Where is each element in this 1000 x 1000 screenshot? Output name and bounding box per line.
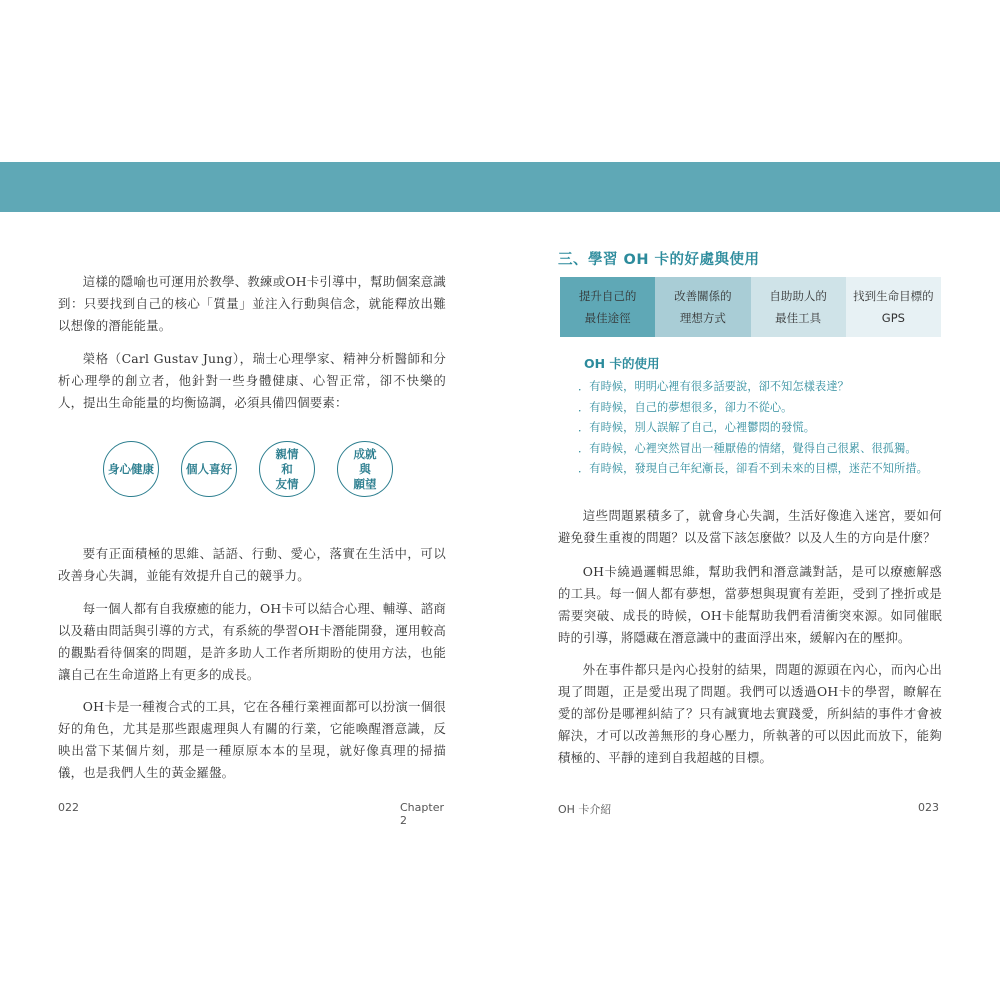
left-paragraph-3: 要有正面積極的思維、話語、行動、愛心，落實在生活中，可以改善身心失調，並能有效提升自己的競爭力。 xyxy=(58,546,446,583)
left-paragraph-1: 這樣的隱喻也可運用於教學、教練或OH卡引導中，幫助個案意識到：只要找到自己的核心「質量」並注入行動與信念，就能釋放出難以想像的潛能能量。 xyxy=(58,274,446,333)
element-circle-health: 身心健康 xyxy=(103,441,159,497)
header-band xyxy=(0,162,1000,212)
use-list xyxy=(578,377,938,480)
benefit-tab-1: 提升自己的 最佳途徑 xyxy=(560,277,655,337)
element-circle-family: 親情 和 友情 xyxy=(259,441,315,497)
use-item: ． 有時候，明明心裡有很多話要說，卻不知怎樣表達？ xyxy=(578,377,938,398)
element-circle-preference: 個人喜好 xyxy=(181,441,237,497)
use-item: ． 有時候，自己的夢想很多，卻力不從心。 xyxy=(578,398,938,419)
element-circle-achievement: 成就 與 願望 xyxy=(337,441,393,497)
four-elements xyxy=(103,441,463,498)
use-item: ． 有時候，發現自己年紀漸長，卻看不到未來的目標，迷茫不知所措。 xyxy=(578,459,938,480)
right-paragraph-3: 外在事件都只是內心投射的結果，問題的源頭在內心，而內心出現了問題，正是愛出現了問題。我們可以透過OH卡的學習，瞭解在愛的部份是哪裡糾結了？只有誠實地去實踐愛，所糾結的事件才會被解決，才可以改善無形的身心壓力，所執著的可以因此而放下，能夠積極的、平靜的達到自我超越的目標。 xyxy=(558,662,942,765)
use-item: ． 有時候，心裡突然冒出一種厭倦的情緒，覺得自己很累、很孤獨。 xyxy=(578,439,938,460)
benefit-tab-2: 改善關係的 理想方式 xyxy=(655,277,750,337)
right-paragraph-2: OH卡繞過邏輯思維，幫助我們和潛意識對話，是可以療癒解惑的工具。每一個人都有夢想，當夢想與現實有差距，受到了挫折或是需要突破、成長的時候，OH卡能幫助我們看清衝突來源。如同催眠時的引導，將隱藏在潛意識中的畫面浮出來，緩解內在的壓抑。 xyxy=(558,564,942,645)
page-number-right: 023 xyxy=(918,801,939,814)
running-head-left: Chapter 2 xyxy=(400,801,444,827)
section-title: 三、學習 OH 卡的好處與使用 xyxy=(558,252,760,268)
running-head-right: OH 卡介紹 xyxy=(558,803,612,816)
use-title: OH 卡的使用 xyxy=(584,356,660,371)
left-paragraph-4: 每一個人都有自我療癒的能力，OH卡可以結合心理、輔導、諮商以及藉由問話與引導的方式，有系統的學習OH卡潛能開發，運用較高的觀點看待個案的問題，是許多助人工作者所期盼的使用方法，也能讓自己在生命道路上有更多的成長。 xyxy=(58,601,446,682)
left-paragraph-5: OH卡是一種複合式的工具，它在各種行業裡面都可以扮演一個很好的角色，尤其是那些跟處理與人有關的行業，它能喚醒潛意識，反映出當下某個片刻，那是一種原原本本的呈現，就好像真理的掃描儀，也是我們人生的黃金羅盤。 xyxy=(58,699,446,780)
left-paragraph-2: 榮格（Carl Gustav Jung），瑞士心理學家、精神分析醫師和分析心理學的創立者，他針對一些身體健康、心智正常，卻不快樂的人，提出生命能量的均衡協調，必須具備四個要素： xyxy=(58,351,446,410)
benefit-tab-3: 自助助人的 最佳工具 xyxy=(751,277,846,337)
benefit-tabs xyxy=(560,277,941,337)
benefit-tab-4: 找到生命目標的 GPS xyxy=(846,277,941,337)
page-number-left: 022 xyxy=(58,801,79,814)
right-paragraph-1: 這些問題累積多了，就會身心失調，生活好像進入迷宮，要如何避免發生重複的問題？以及當下該怎麼做？以及人生的方向是什麼？ xyxy=(558,508,942,545)
use-item: ． 有時候，別人誤解了自己，心裡鬱悶的發慌。 xyxy=(578,418,938,439)
